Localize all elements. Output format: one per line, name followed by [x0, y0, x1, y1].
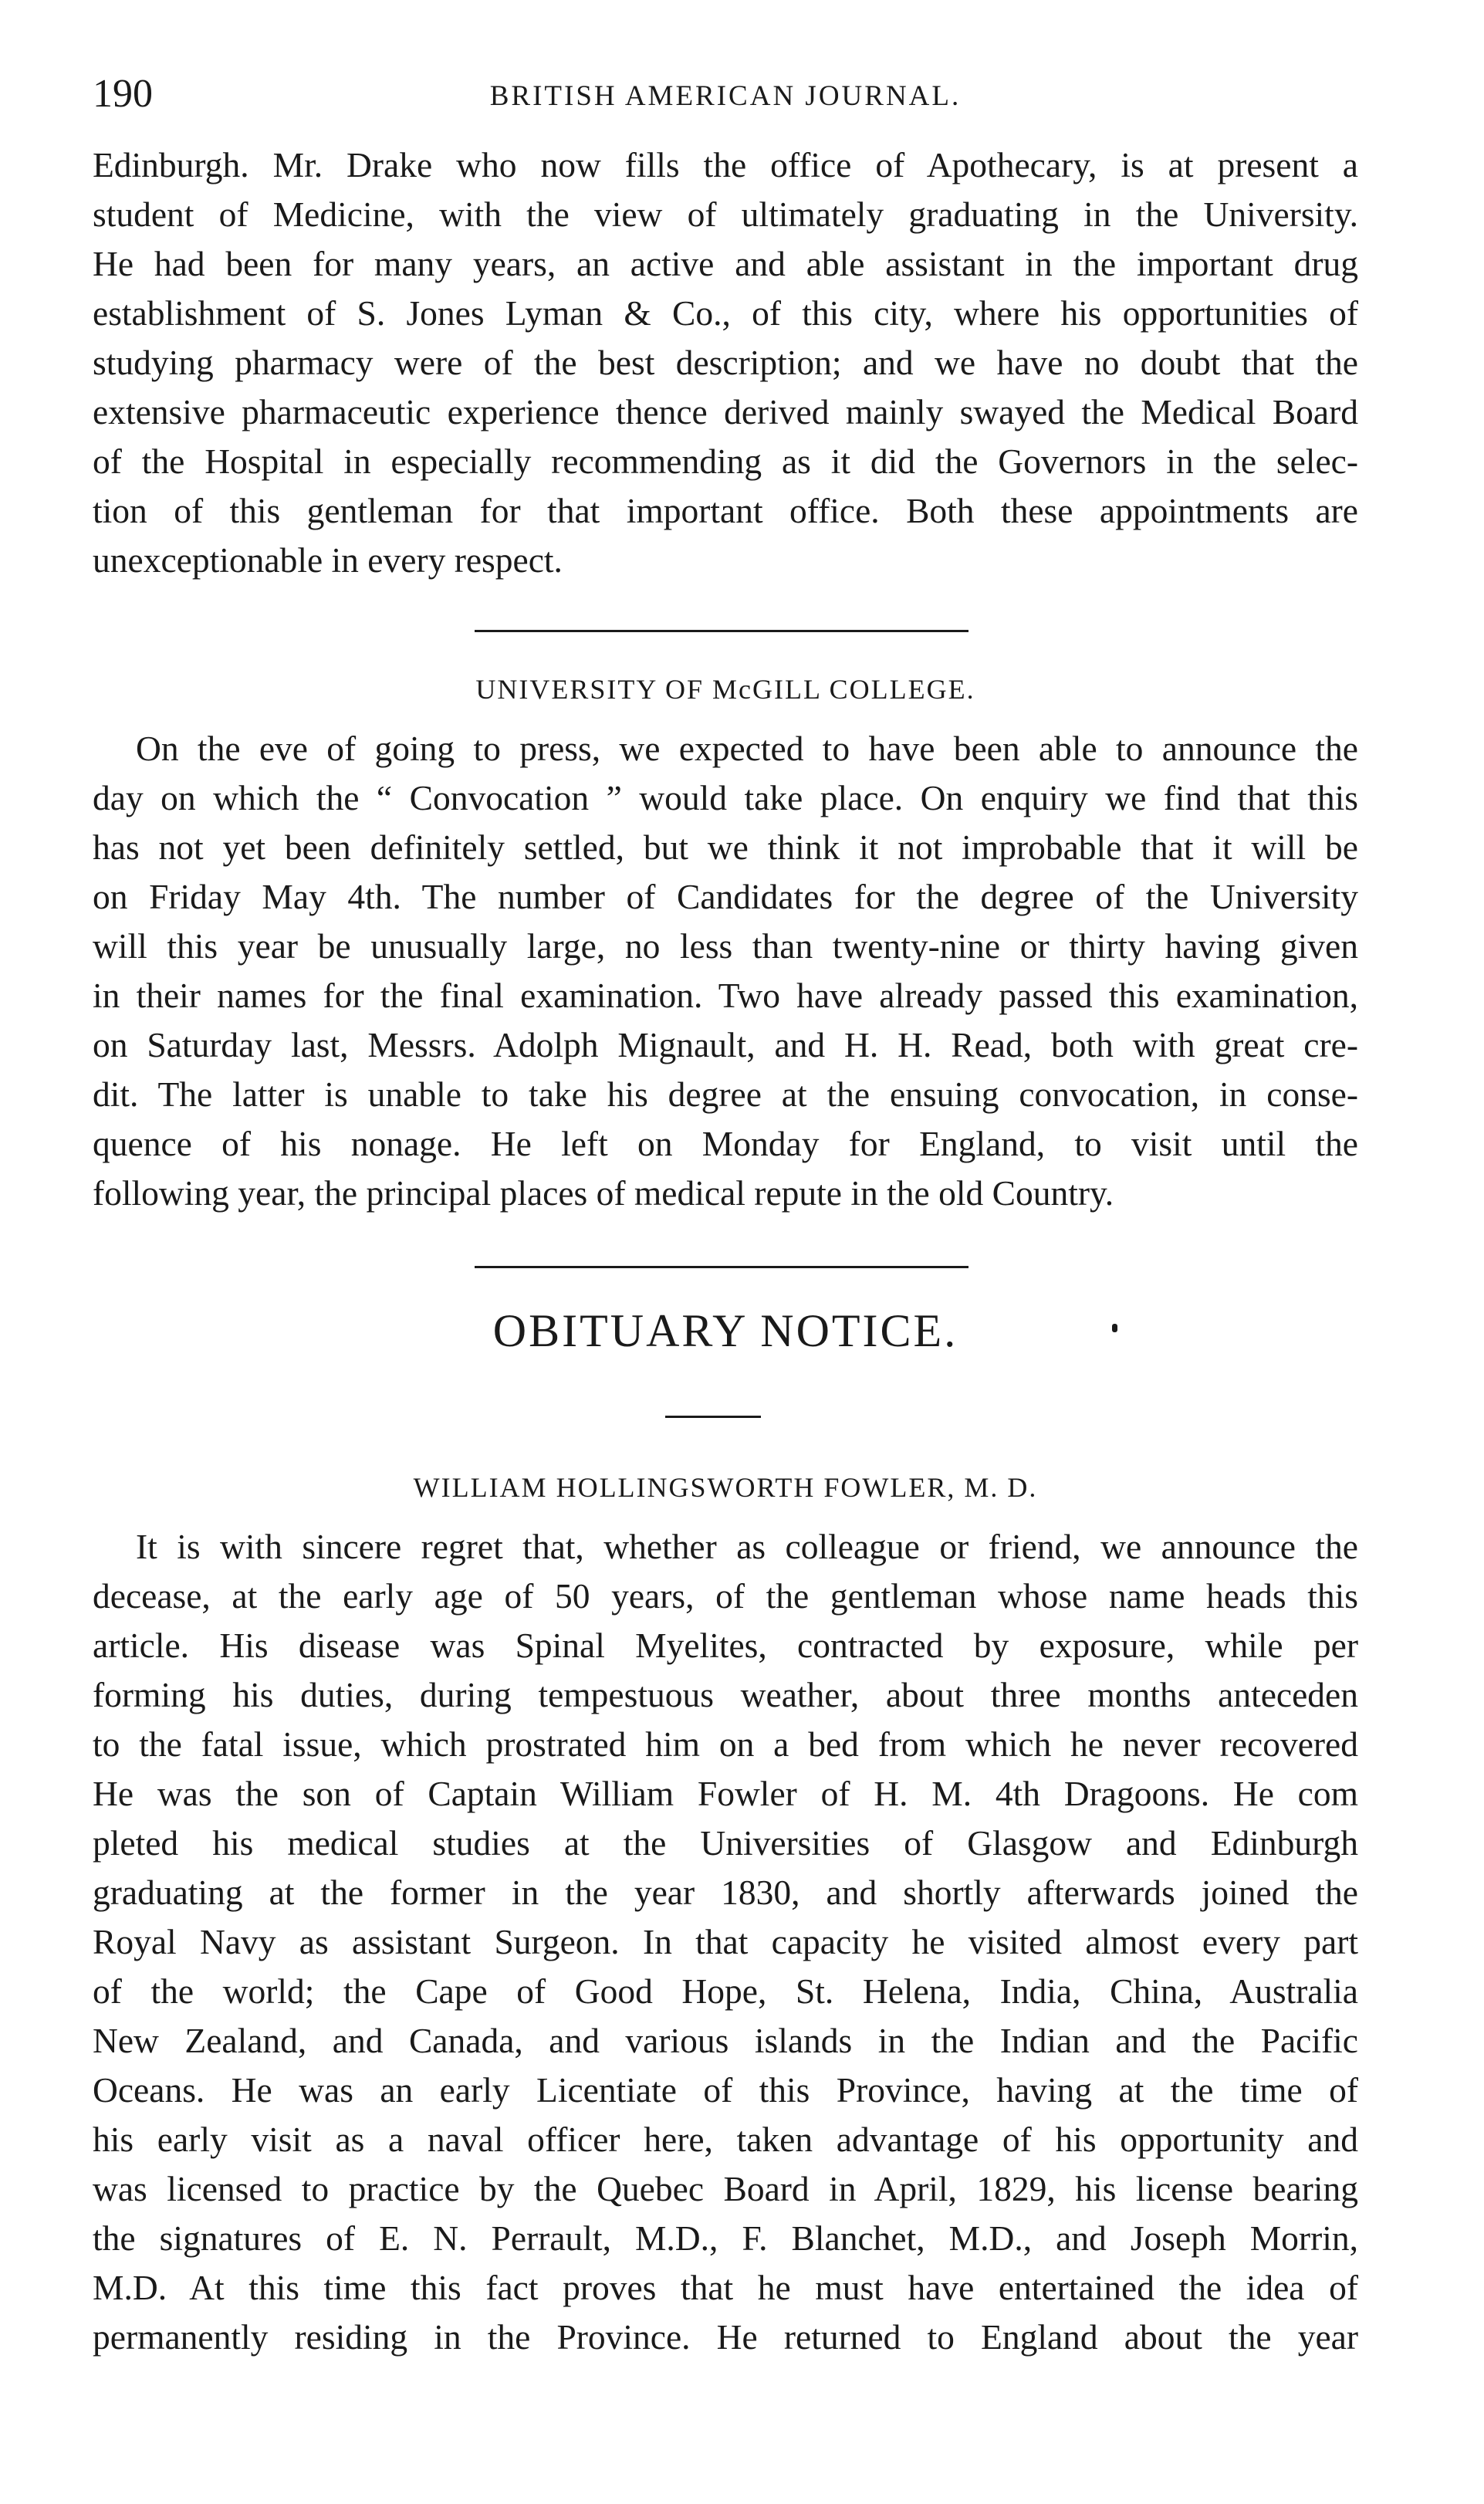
intro-paragraph — [93, 140, 1358, 585]
paragraph-line: He was the son of Captain William Fowler of H. M. 4th Dragoons. He com — [93, 1774, 1358, 1813]
paragraph-line: He had been for many years, an active and able assistant in the important drug — [93, 244, 1358, 283]
paragraph-line: establishment of S. Jones Lyman & Co., of this city, where his opportunities of — [93, 293, 1358, 333]
paragraph-line: day on which the “ Convocation ” would take place. On enquiry we find that this — [93, 778, 1358, 817]
mcgill-paragraph — [93, 724, 1358, 1218]
print-speck — [1112, 1324, 1117, 1332]
paragraph-line: Oceans. He was an early Licentiate of this Province, having at the time of — [93, 2070, 1358, 2110]
obituary-paragraph — [93, 1522, 1358, 2362]
paragraph-line: on Friday May 4th. The number of Candidates for the degree of the University — [93, 877, 1358, 916]
paragraph-line: Edinburgh. Mr. Drake who now fills the office of Apothecary, is at present a — [93, 145, 1358, 184]
paragraph-line: unexceptionable in every respect. — [93, 540, 563, 580]
paragraph-line: in their names for the final examination. Two have already passed this examination, — [93, 976, 1358, 1015]
paragraph-line: permanently residing in the Province. He returned to England about the year — [93, 2317, 1358, 2357]
paragraph-line: quence of his nonage. He left on Monday for England, to visit until the — [93, 1124, 1358, 1163]
paragraph-line: of the Hospital in especially recommending as it did the Governors in the selec- — [93, 442, 1358, 481]
paragraph-line: article. His disease was Spinal Myelites, contracted by exposure, while per — [93, 1626, 1358, 1665]
paragraph-line: M.D. At this time this fact proves that he must have entertained the idea of — [93, 2268, 1358, 2307]
page-header — [93, 71, 1358, 117]
page-number: 190 — [93, 72, 153, 116]
mcgill-heading: UNIVERSITY OF McGILL COLLEGE. — [475, 674, 975, 705]
obituary-subheading: WILLIAM HOLLINGSWORTH FOWLER, M. D. — [413, 1472, 1038, 1503]
section-divider — [475, 1266, 968, 1268]
paragraph-line: to the fatal issue, which prostrated him on a bed from which he never recovered — [93, 1724, 1358, 1764]
paragraph-line: tion of this gentleman for that important office. Both these appointments are — [93, 491, 1358, 530]
paragraph-line: extensive pharmaceutic experience thence derived mainly swayed the Medical Board — [93, 392, 1358, 431]
paragraph-line: On the eve of going to press, we expected to have been able to announce the — [136, 729, 1358, 768]
short-divider — [665, 1416, 761, 1418]
paragraph-line: pleted his medical studies at the Universities of Glasgow and Edinburgh — [93, 1823, 1358, 1863]
paragraph-line: following year, the principal places of medical repute in the old Country. — [93, 1173, 1114, 1213]
paragraph-line: decease, at the early age of 50 years, of the gentleman whose name heads this — [93, 1576, 1358, 1616]
paragraph-line: Royal Navy as assistant Surgeon. In that capacity he visited almost every part — [93, 1922, 1358, 1961]
running-head: BRITISH AMERICAN JOURNAL. — [489, 80, 962, 112]
paragraph-line: student of Medicine, with the view of ultimately graduating in the University. — [93, 195, 1358, 234]
paragraph-line: has not yet been definitely settled, but we think it not improbable that it will be — [93, 827, 1358, 867]
paragraph-line: his early visit as a naval officer here, taken advantage of his opportunity and — [93, 2120, 1358, 2159]
paragraph-line: the signatures of E. N. Perrault, M.D., F. Blanchet, M.D., and Joseph Morrin, — [93, 2218, 1358, 2258]
paragraph-line: dit. The latter is unable to take his degree at the ensuing convocation, in conse- — [93, 1074, 1358, 1114]
section-divider — [475, 630, 968, 632]
paragraph-line: forming his duties, during tempestuous weather, about three months anteceden — [93, 1675, 1358, 1714]
paragraph-line: will this year be unusually large, no less than twenty-nine or thirty having given — [93, 926, 1358, 966]
obituary-heading: OBITUARY NOTICE. — [492, 1305, 958, 1356]
paragraph-line: graduating at the former in the year 1830, and shortly afterwards joined the — [93, 1873, 1358, 1912]
paragraph-line: New Zealand, and Canada, and various islands in the Indian and the Pacific — [93, 2021, 1358, 2060]
paragraph-line: was licensed to practice by the Quebec Board in April, 1829, his license bearing — [93, 2169, 1358, 2208]
paragraph-line: It is with sincere regret that, whether as colleague or friend, we announce the — [136, 1527, 1358, 1566]
paragraph-line: studying pharmacy were of the best description; and we have no doubt that the — [93, 343, 1358, 382]
paragraph-line: on Saturday last, Messrs. Adolph Mignault, and H. H. Read, both with great cre- — [93, 1025, 1358, 1064]
paragraph-line: of the world; the Cape of Good Hope, St. Helena, India, China, Australia — [93, 1971, 1358, 2011]
